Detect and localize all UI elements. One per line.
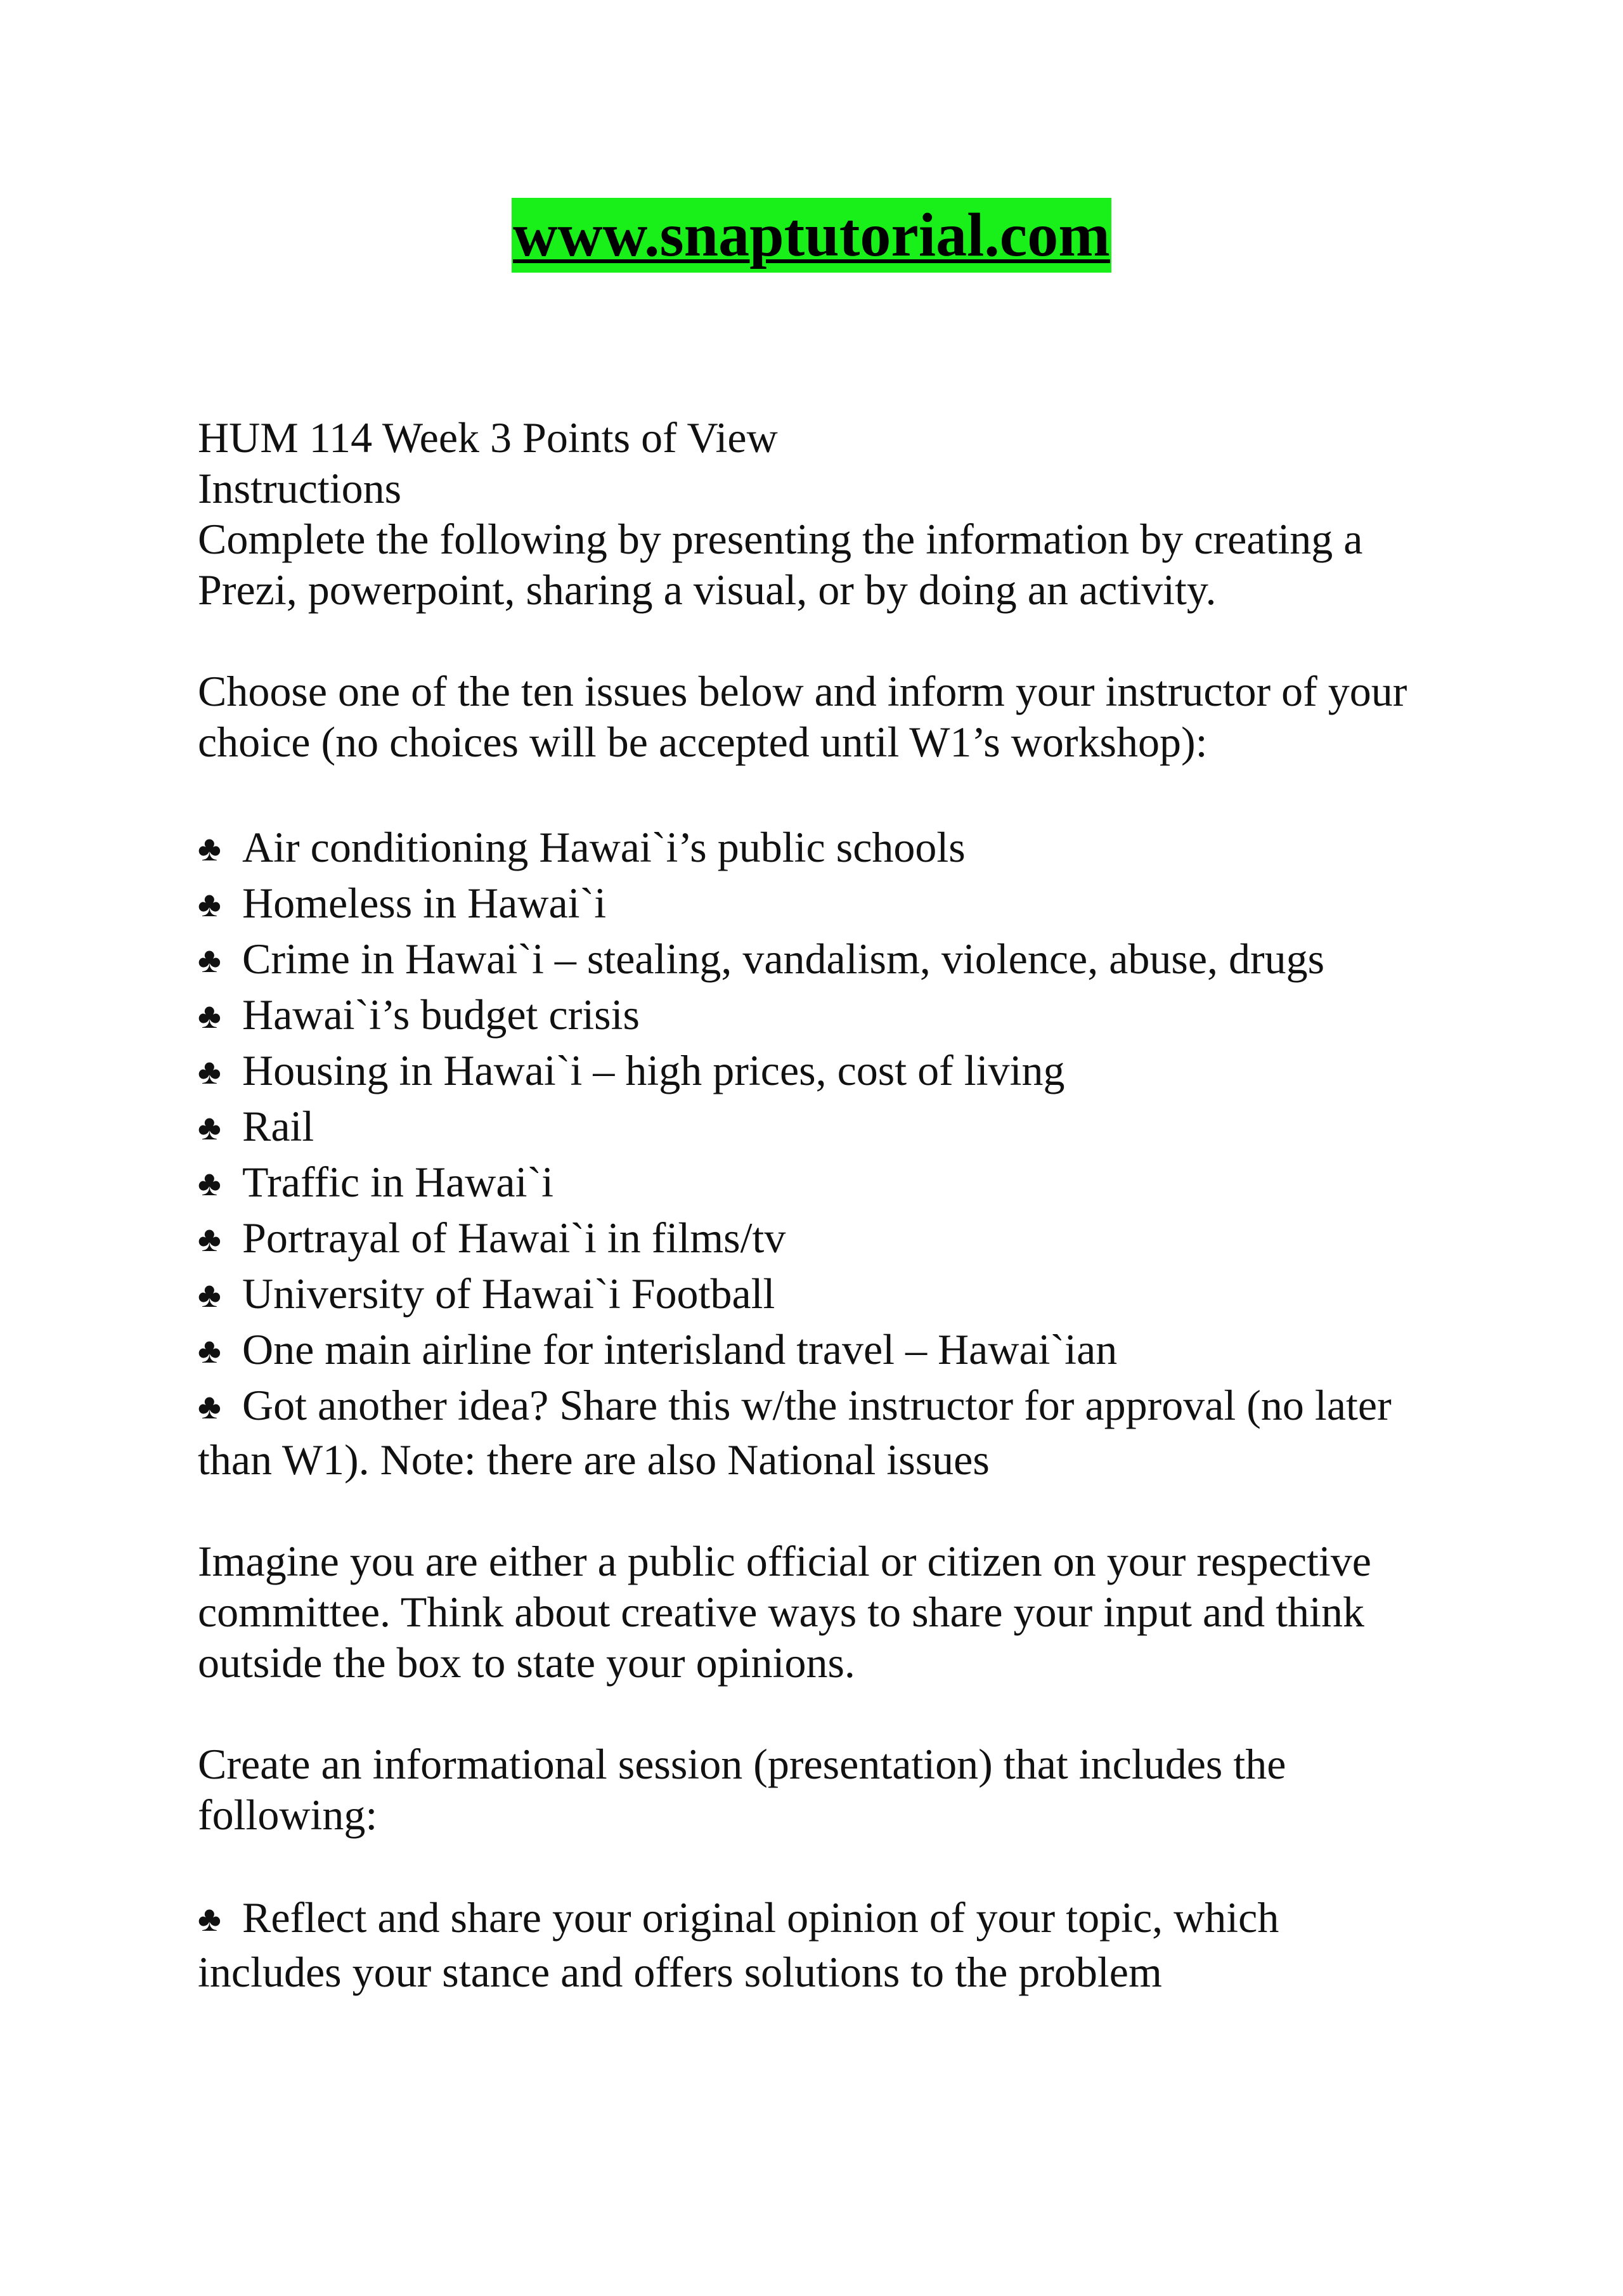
list-item: ♣ Air conditioning Hawai`i’s public schools xyxy=(198,820,1491,876)
choose-text-line-1: Choose one of the ten issues below and inform your instructor of your xyxy=(198,667,1407,715)
list-item: ♣ Portrayal of Hawai`i in films/tv xyxy=(198,1211,1491,1267)
list-item: ♣ University of Hawai`i Football xyxy=(198,1267,1491,1323)
club-icon: ♣ xyxy=(198,1387,221,1427)
intro-text-line-1: Complete the following by presenting the information by creating a xyxy=(198,515,1363,563)
list-item: ♣ Homeless in Hawai`i xyxy=(198,876,1491,932)
document-body xyxy=(198,412,1491,1997)
imagine-text-line-1: Imagine you are either a public official or citizen on your respective xyxy=(198,1537,1371,1585)
club-icon: ♣ xyxy=(198,829,221,869)
site-url-link[interactable]: www.snaptutorial.com xyxy=(512,198,1111,273)
club-icon: ♣ xyxy=(198,1220,221,1259)
choose-text-line-2: choice (no choices will be accepted until W1’s workshop): xyxy=(198,718,1208,766)
list-item: ♣ Hawai`i’s budget crisis xyxy=(198,988,1491,1044)
imagine-text-line-2: committee. Think about creative ways to share your input and think xyxy=(198,1588,1364,1636)
list-item: ♣ Housing in Hawai`i – high prices, cost of living xyxy=(198,1044,1491,1099)
list-item: ♣ Rail xyxy=(198,1099,1491,1155)
section-label: Instructions xyxy=(198,464,402,512)
club-icon: ♣ xyxy=(198,997,221,1036)
imagine-text-line-3: outside the box to state your opinions. xyxy=(198,1638,855,1687)
intro-text-line-2: Prezi, powerpoint, sharing a visual, or by doing an activity. xyxy=(198,566,1217,614)
create-text-line-2: following: xyxy=(198,1791,378,1839)
club-icon: ♣ xyxy=(198,1276,221,1315)
club-icon: ♣ xyxy=(198,1332,221,1371)
issues-continuation: than W1). Note: there are also National issues xyxy=(198,1436,990,1484)
list-item: ♣ Got another idea? Share this w/the instructor for approval (no later xyxy=(198,1378,1491,1434)
list-item: ♣ Traffic in Hawai`i xyxy=(198,1155,1491,1211)
requirement-continuation: includes your stance and offers solutions to the problem xyxy=(198,1948,1162,1996)
club-icon: ♣ xyxy=(198,941,221,980)
club-icon: ♣ xyxy=(198,1108,221,1148)
list-item: ♣ Crime in Hawai`i – stealing, vandalism, violence, abuse, drugs xyxy=(198,932,1491,988)
club-icon: ♣ xyxy=(198,885,221,924)
club-icon: ♣ xyxy=(198,1900,221,1939)
document-title: HUM 114 Week 3 Points of View xyxy=(198,413,778,462)
list-item: ♣ One main airline for interisland travel – Hawai`ian xyxy=(198,1323,1491,1378)
create-text-line-1: Create an informational session (presentation) that includes the xyxy=(198,1740,1286,1788)
club-icon: ♣ xyxy=(198,1053,221,1092)
site-url-banner xyxy=(0,198,1623,273)
issues-list xyxy=(198,820,1491,1434)
club-icon: ♣ xyxy=(198,1164,221,1203)
requirement-item: ♣ Reflect and share your original opinion of your topic, which xyxy=(198,1891,1491,1947)
